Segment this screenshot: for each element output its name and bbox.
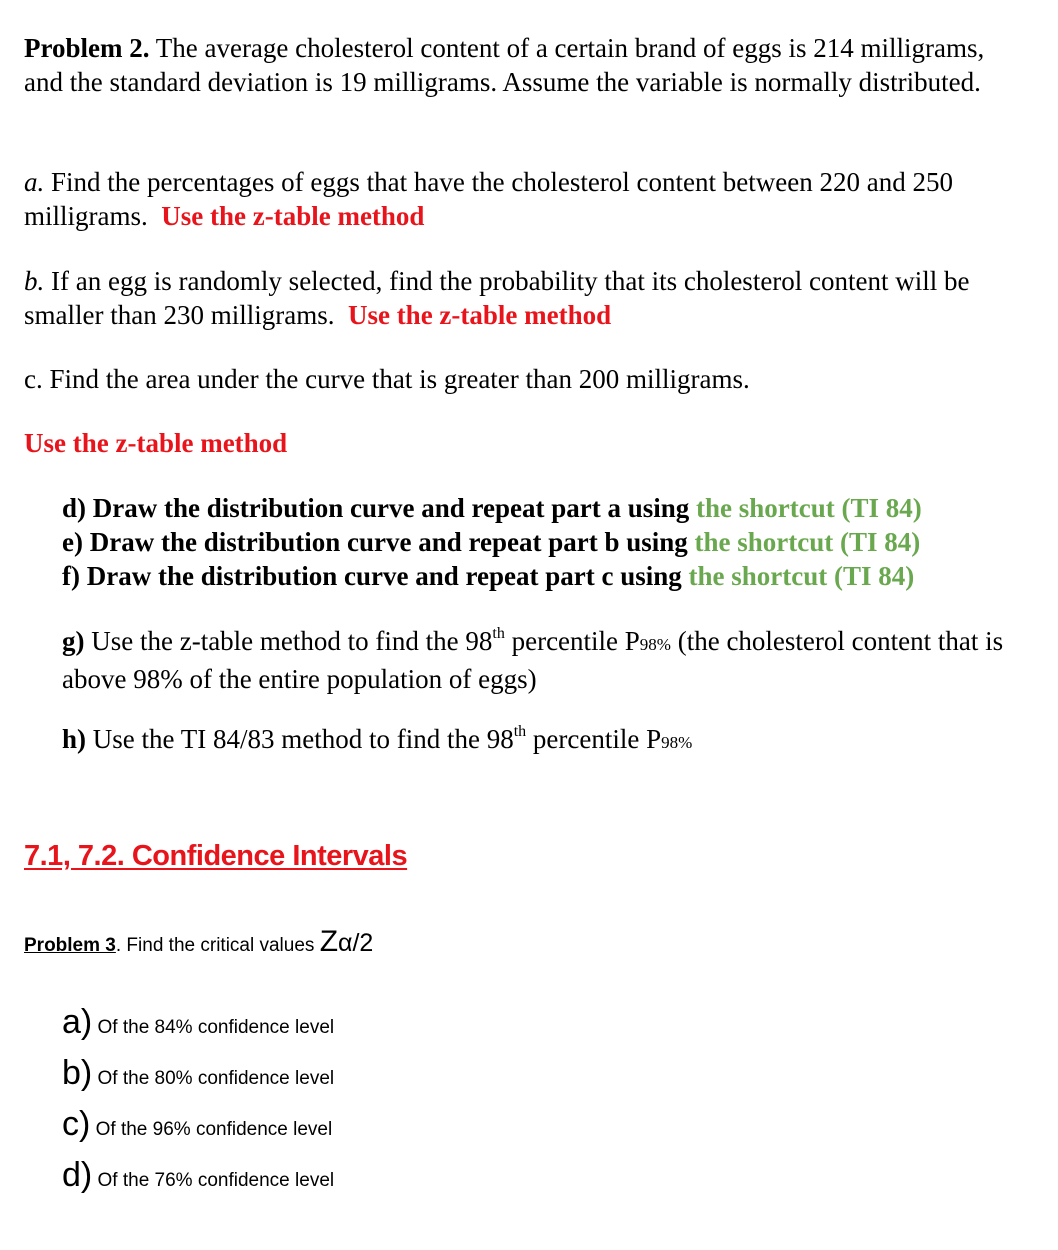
part-h-text-2: percentile P: [526, 724, 662, 754]
part-c-letter: c.: [24, 364, 43, 394]
problem-3-statement: [24, 925, 373, 959]
part-b-text: If an egg is randomly selected, find the probability that its cholesterol content will be smaller than 230 milligrams.: [24, 266, 970, 330]
problem-2-text: The average cholesterol content of a certain brand of eggs is 214 milligrams, and the standard deviation is 19 milligrams. Assume the variable is normally distributed.: [24, 33, 985, 97]
part-h-text-1: Use the TI 84/83 method to find the 98: [86, 724, 514, 754]
part-c: [24, 362, 1034, 396]
part-b: [24, 264, 1034, 332]
part-a-letter: a.: [24, 167, 45, 197]
part-h-label: h): [62, 724, 87, 754]
part-a: [24, 165, 1034, 233]
option-d-text: Of the 76% confidence level: [92, 1170, 335, 1191]
z-symbol: Z: [319, 925, 339, 958]
problem-3-text: . Find the critical values: [115, 935, 320, 956]
problem-3-label: Problem 3: [24, 935, 116, 956]
option-b-letter: b): [62, 1054, 93, 1092]
option-c-text: Of the 96% confidence level: [90, 1119, 333, 1140]
part-e: [62, 525, 1052, 559]
option-c: [62, 1105, 332, 1144]
option-a-letter: a): [62, 1003, 93, 1041]
option-b: [62, 1054, 334, 1093]
problem-2-label: Problem 2.: [24, 33, 150, 63]
part-g-sub: 98%: [639, 635, 671, 654]
section-heading: 7.1, 7.2. Confidence Intervals: [24, 840, 408, 872]
part-f-shortcut: the shortcut (TI 84): [688, 561, 915, 591]
part-e-text: e) Draw the distribution curve and repeat part b using: [62, 527, 688, 557]
part-g: [62, 624, 1022, 696]
part-d-text: d) Draw the distribution curve and repeat part a using: [62, 493, 690, 523]
option-d: [62, 1156, 334, 1195]
part-g-text-1: Use the z-table method to find the 98: [84, 626, 493, 656]
part-g-sup: th: [492, 625, 505, 642]
parts-d-e-f: [62, 491, 1052, 593]
part-c-text: Find the area under the curve that is greater than 200 milligrams.: [42, 364, 750, 394]
part-g-label: g): [62, 626, 85, 656]
option-b-text: Of the 80% confidence level: [92, 1068, 335, 1089]
option-d-letter: d): [62, 1156, 93, 1194]
part-a-method: Use the z-table method: [161, 201, 425, 231]
option-c-letter: c): [62, 1105, 91, 1143]
alpha-subscript: α/2: [338, 929, 374, 957]
part-f: [62, 559, 1052, 593]
part-h-sup: th: [513, 723, 527, 740]
problem-2-statement: [24, 31, 1024, 99]
part-b-method: Use the z-table method: [347, 300, 612, 330]
part-c-method: Use the z-table method: [24, 428, 288, 458]
option-a: [62, 1003, 334, 1042]
part-b-letter: b.: [24, 266, 45, 296]
option-a-text: Of the 84% confidence level: [92, 1017, 335, 1038]
part-g-text-3: (the cholesterol content that is above 98% of the entire population of eggs): [62, 626, 1004, 694]
part-a-text: Find the percentages of eggs that have the cholesterol content between 220 and 250 milligrams.: [24, 167, 953, 231]
part-d-shortcut: the shortcut (TI 84): [696, 493, 922, 523]
part-h: [62, 722, 1022, 760]
part-g-text-2: percentile P: [504, 626, 640, 656]
part-e-shortcut: the shortcut (TI 84): [694, 527, 921, 557]
part-d: [62, 491, 1052, 525]
part-f-text: f) Draw the distribution curve and repeat part c using: [62, 561, 682, 591]
part-h-sub: 98%: [661, 733, 693, 752]
